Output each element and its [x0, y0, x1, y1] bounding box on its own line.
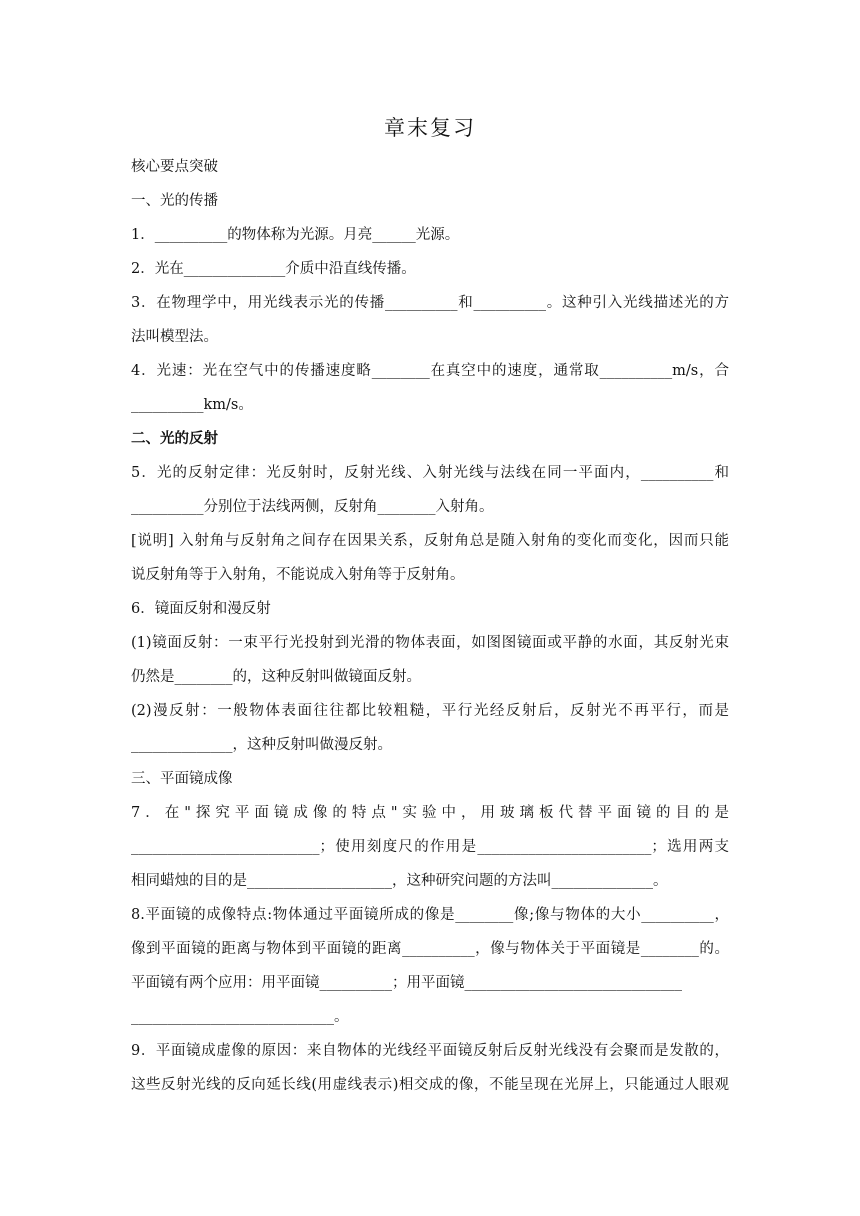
- item-6-1-line-1: (1)镜面反射：一束平行光投射到光滑的物体表面，如图图镜面或平静的水面，其反射光束: [131, 635, 729, 651]
- item-7-line-1: 7．在"探究平面镜成像的特点"实验中，用玻璃板代替平面镜的目的是: [131, 805, 729, 821]
- item-6-heading: 6．镜面反射和漫反射: [131, 601, 271, 617]
- item-3-line-1: 3．在物理学中，用光线表示光的传播__________和__________。这种引入光线描述光的方: [131, 295, 729, 311]
- item-5-line-2: __________分别位于法线两侧，反射角________入射角。: [131, 499, 494, 515]
- section-heading-core: 核心要点突破: [131, 159, 218, 175]
- item-3-line-2: 法叫模型法。: [131, 329, 218, 345]
- item-4-line-2: __________km/s。: [131, 397, 253, 413]
- item-6-2-line-1: (2)漫反射：一般物体表面往往都比较粗糙，平行光经反射后，反射光不再平行，而是: [131, 703, 729, 719]
- item-6-2-line-2: ______________，这种反射叫做漫反射。: [131, 737, 392, 753]
- item-8-line-3: 平面镜有两个应用：用平面镜__________；用平面镜______________________________: [131, 975, 682, 991]
- item-9-line-2: 这些反射光线的反向延长线(用虚线表示)相交成的像，不能呈现在光屏上，只能通过人眼观: [131, 1077, 729, 1093]
- item-4-line-1: 4．光速：光在空气中的传播速度略________在真空中的速度，通常取__________m/s，合: [131, 363, 729, 379]
- item-5-line-1: 5．光的反射定律：光反射时，反射光线、入射光线与法线在同一平面内，__________和: [131, 465, 729, 481]
- item-9-line-1: 9．平面镜成虚像的原因：来自物体的光线经平面镜反射后反射光线没有会聚而是发散的，: [131, 1043, 729, 1059]
- item-7-line-3: 相同蜡烛的目的是____________________，这种研究问题的方法叫______________。: [131, 873, 668, 889]
- item-8-line-1: 8.平面镜的成像特点:物体通过平面镜所成的像是________像;像与物体的大小__________，: [131, 907, 729, 923]
- note-line-1: [说明] 入射角与反射角之间存在因果关系，反射角总是随入射角的变化而变化，因而只能: [131, 533, 729, 549]
- item-2: 2．光在______________介质中沿直线传播。: [131, 261, 416, 277]
- section-heading-1: 一、光的传播: [131, 193, 218, 209]
- item-1: 1．__________的物体称为光源。月亮______光源。: [131, 227, 460, 243]
- item-7-line-2: __________________________；使用刻度尺的作用是________________________；选用两支: [131, 839, 729, 855]
- page-title: 章末复习: [384, 116, 476, 140]
- note-line-2: 说反射角等于入射角，不能说成入射角等于反射角。: [131, 567, 465, 583]
- item-8-line-4: ____________________________。: [131, 1009, 349, 1025]
- section-heading-2: 二、光的反射: [131, 431, 218, 447]
- section-heading-3: 三、平面镜成像: [131, 771, 233, 787]
- item-8-line-2: 像到平面镜的距离与物体到平面镜的距离__________，像与物体关于平面镜是________的。: [131, 941, 729, 957]
- item-6-1-line-2: 仍然是________的，这种反射叫做镜面反射。: [131, 669, 421, 685]
